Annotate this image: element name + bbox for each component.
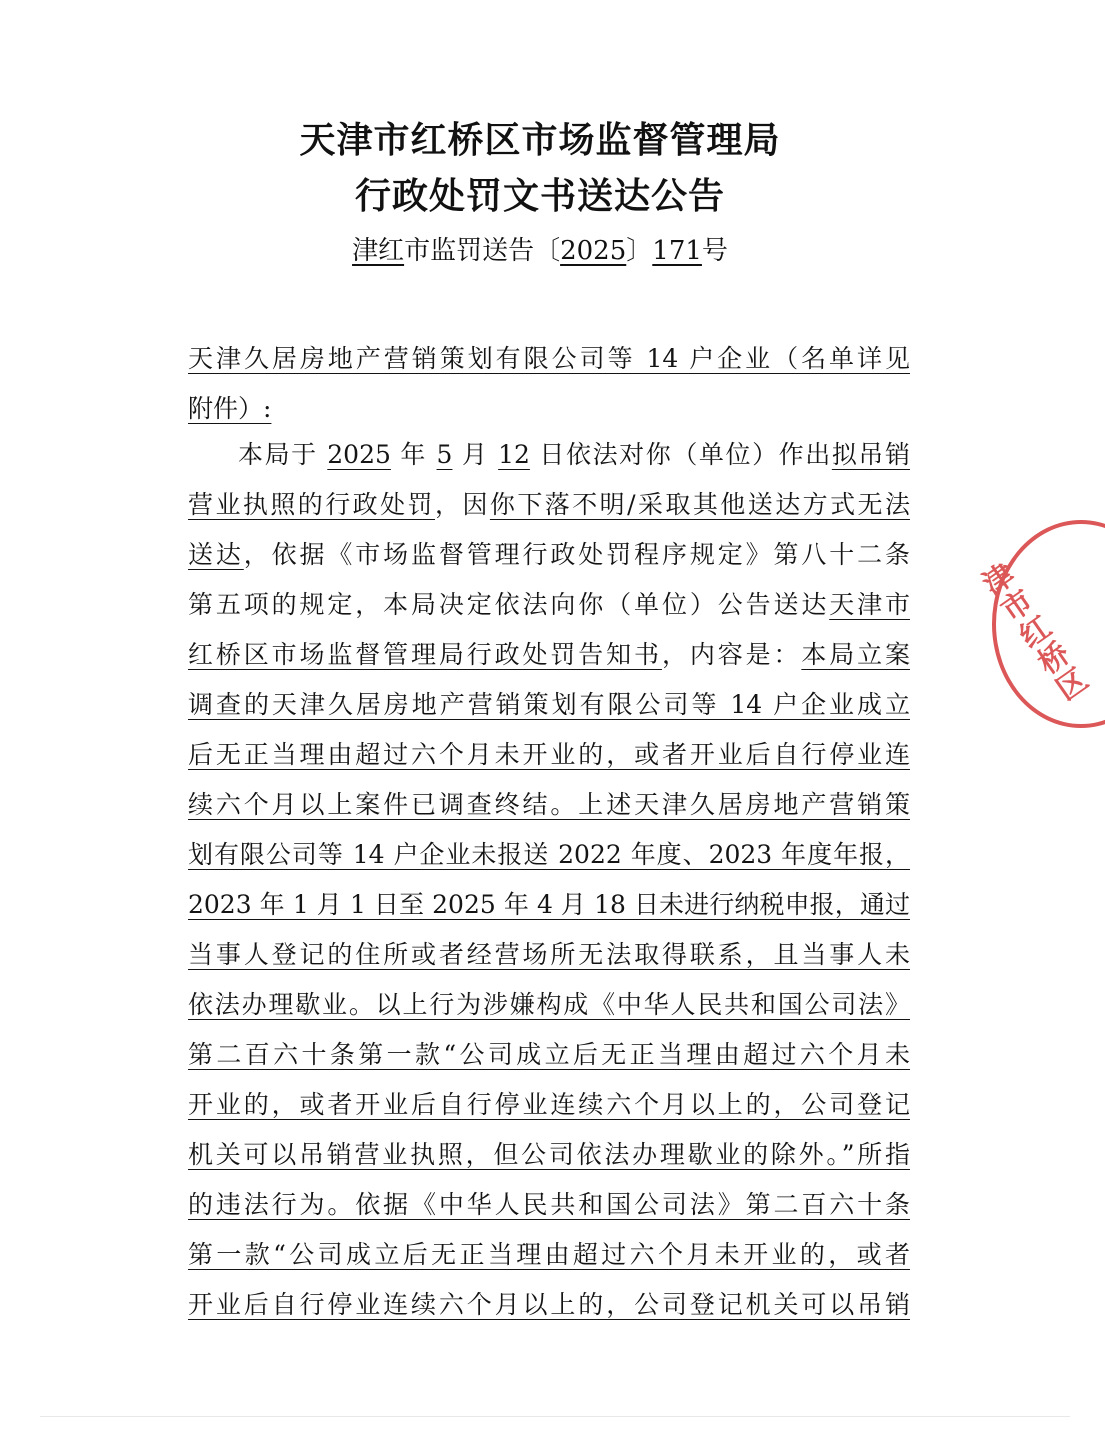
date-day: 12 xyxy=(498,440,530,469)
official-seal xyxy=(972,520,1105,728)
body-line-10: 2023 年 1 月 1 日至 2025 年 4 月 18 日未进行纳税申报，通过 xyxy=(188,890,910,919)
addressee-line2: 附件）: xyxy=(188,394,272,423)
delivery-reason: 你下落不明/采取其他送达方式无法 xyxy=(489,490,910,519)
body-line-7: 后无正当理由超过六个月未开业的，或者开业后自行停业连 xyxy=(188,740,910,769)
date-month: 5 xyxy=(436,440,453,469)
text: ，因 xyxy=(435,490,490,519)
docno-prefix: 津红 xyxy=(352,236,405,266)
document-title-line2: 行政处罚文书送达公告 xyxy=(354,175,725,217)
addressee-line1: 天津久居房地产营销策划有限公司等 14 户企业（名单详见 xyxy=(188,344,910,373)
body-line-4 xyxy=(188,580,910,630)
document-title-line1: 天津市红桥区市场监督管理局 xyxy=(299,119,781,161)
penalty-type: 营业执照的行政处罚 xyxy=(188,490,435,519)
body-line-17: 第一款“公司成立后无正当理由超过六个月未开业的，或者 xyxy=(188,1240,910,1269)
text: 年 xyxy=(390,440,437,469)
docno-mid1: 市监罚送告〔 xyxy=(404,236,561,266)
body-line-15: 机关可以吊销营业执照，但公司依法办理歇业的除外。”所指 xyxy=(188,1140,910,1169)
page-bottom-edge xyxy=(40,1416,1070,1417)
body-line-5 xyxy=(188,630,910,680)
docno-mid2: 〕 xyxy=(626,236,653,266)
body-line-16: 的违法行为。依据《中华人民共和国公司法》第二百六十条 xyxy=(188,1190,910,1219)
text: 第五项的规定，本局决定依法向你（单位）公告送达 xyxy=(188,590,830,619)
body-line-14: 开业的，或者开业后自行停业连续六个月以上的，公司登记 xyxy=(188,1090,910,1119)
seal-text: 津市红桥区 xyxy=(972,558,1093,710)
body-line-8: 续六个月以上案件已调查终结。上述天津久居房地产营销策 xyxy=(188,790,910,819)
text: 日依法对你（单位）作出 xyxy=(529,440,832,469)
notice-body xyxy=(188,430,910,1330)
document-number xyxy=(0,230,1080,267)
penalty-type: 拟吊销 xyxy=(831,440,910,469)
docno-year: 2025 xyxy=(560,236,627,266)
body-line-1 xyxy=(188,430,910,480)
docno-number: 171 xyxy=(652,236,702,266)
document-name: 天津市 xyxy=(829,590,910,619)
document-name: 红桥区市场监督管理局行政处罚告知书 xyxy=(188,640,662,669)
text: 月 xyxy=(452,440,499,469)
body-line-18: 开业后自行停业连续六个月以上的，公司登记机关可以吊销 xyxy=(188,1290,910,1319)
docno-suffix: 号 xyxy=(701,236,728,266)
body-line-2 xyxy=(188,480,910,530)
delivery-reason: 送达 xyxy=(188,540,244,569)
body-line-6: 调查的天津久居房地产营销策划有限公司等 14 户企业成立 xyxy=(188,690,910,719)
text: ，内容是： xyxy=(661,640,802,669)
text: ，依据《市场监督管理行政处罚程序规定》第八十二条 xyxy=(243,540,910,569)
body-line-9: 划有限公司等 14 户企业未报送 2022 年度、2023 年度年报， xyxy=(188,840,910,869)
body-line-11: 当事人登记的住所或者经营场所无法取得联系，且当事人未 xyxy=(188,940,910,969)
body-line-3 xyxy=(188,530,910,580)
addressee-block xyxy=(188,334,910,434)
body-line-13: 第二百六十条第一款“公司成立后无正当理由超过六个月未 xyxy=(188,1040,910,1069)
content-text: 本局立案 xyxy=(801,640,910,669)
text: 本局于 xyxy=(238,440,328,469)
body-line-12: 依法办理歇业。以上行为涉嫌构成《中华人民共和国公司法》 xyxy=(188,990,910,1019)
date-year: 2025 xyxy=(327,440,391,469)
